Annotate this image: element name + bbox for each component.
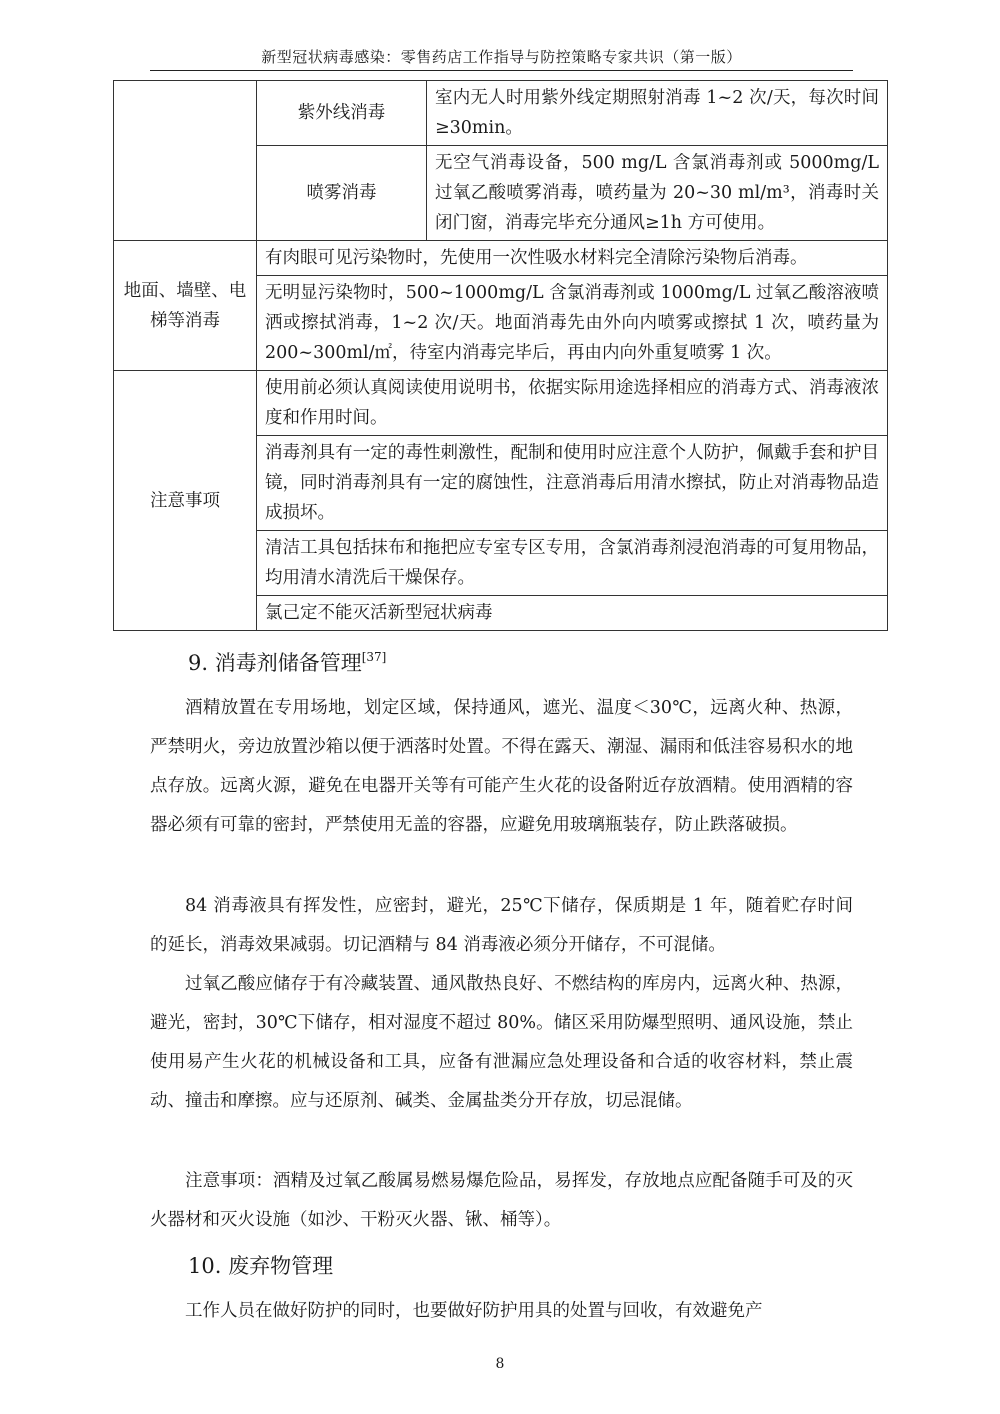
section-9-title: 9. 消毒剂储备管理 <box>188 651 362 675</box>
table-row <box>114 81 888 146</box>
paragraph-84-disinfectant: 84 消毒液具有挥发性，应密封，避光，25℃下储存，保质期是 1 年，随着贮存时间的延长，消毒效果减弱。切记酒精与 84 消毒液必须分开储存，不可混储。 <box>150 896 853 955</box>
page-number: 8 <box>495 1356 505 1372</box>
paragraph-peracetic-acid: 过氧乙酸应储存于有冷藏装置、通风散热良好、不燃结构的库房内，远离火种、热源，避光，密封，30℃下储存，相对湿度不超过 80%。储区采用防爆型照明、通风设施，禁止使用易产生火花的机械设备和工具，应备有泄漏应急处理设备和合适的收容材料，禁止震动、撞击和摩擦。应与还原剂、碱类、金属盐类分开存放，切忌混储。 <box>150 974 853 1111</box>
floor-disinfection-no-contaminant: 无明显污染物时，500~1000mg/L 含氯消毒剂或 1000mg/L 过氧乙酸溶液喷洒或擦拭消毒，1~2 次/天。地面消毒先由外向内喷雾或擦拭 1 次，喷药量为 200~300ml/㎡，待室内消毒完毕后，再由内向外重复喷雾 1 次。 <box>257 276 888 371</box>
method-spray-disinfection: 喷雾消毒 <box>257 146 427 241</box>
section-9-heading <box>188 647 386 677</box>
paragraph-waste-management: 工作人员在做好防护的同时，也要做好防护用具的处置与回收，有效避免产 <box>185 1301 763 1321</box>
uv-disinfection-description: 室内无人时用紫外线定期照射消毒 1~2 次/天，每次时间≥30min。 <box>427 81 888 146</box>
paragraph-storage-precautions: 注意事项：酒精及过氧乙酸属易燃易爆危险品，易挥发，存放地点应配备随手可及的灭火器材和灭火设施（如沙、干粉灭火器、锹、桶等）。 <box>150 1171 853 1230</box>
table-row <box>114 371 888 436</box>
citation-37: [37] <box>361 650 387 664</box>
running-header: 新型冠状病毒感染：零售药店工作指导与防控策略专家共识（第一版） <box>261 48 742 66</box>
table-row <box>114 241 888 276</box>
header-rule <box>150 70 853 71</box>
paragraph-alcohol-storage: 酒精放置在专用场地，划定区域，保持通风，遮光、温度＜30℃，远离火种、热源，严禁明火，旁边放置沙箱以便于洒落时处置。不得在露天、潮湿、漏雨和低洼容易积水的地点存放。远离火源，避免在电器开关等有可能产生火花的设备附近存放酒精。使用酒精的容器必须有可靠的密封，严禁使用无盖的容器，应避免用玻璃瓶装存，防止跌落破损。 <box>150 698 853 835</box>
precaution-personal-protection: 消毒剂具有一定的毒性刺激性，配制和使用时应注意个人防护，佩戴手套和护目镜，同时消毒剂具有一定的腐蚀性，注意消毒后用清水擦拭，防止对消毒物品造成损坏。 <box>257 436 888 531</box>
floor-disinfection-visible-contaminant: 有肉眼可见污染物时，先使用一次性吸水材料完全清除污染物后消毒。 <box>257 241 888 276</box>
table-cell-empty-category <box>114 81 257 241</box>
precaution-cleaning-tools: 清洁工具包括抹布和拖把应专室专区专用，含氯消毒剂浸泡消毒的可复用物品，均用清水清洗后干燥保存。 <box>257 531 888 596</box>
method-uv-disinfection: 紫外线消毒 <box>257 81 427 146</box>
precaution-chlorhexidine: 氯己定不能灭活新型冠状病毒 <box>257 596 888 631</box>
category-precautions: 注意事项 <box>114 371 257 631</box>
category-floor-wall-elevator: 地面、墙壁、电梯等消毒 <box>114 241 257 371</box>
spray-disinfection-description: 无空气消毒设备，500 mg/L 含氯消毒剂或 5000mg/L 过氧乙酸喷雾消毒，喷药量为 20~30 ml/m³，消毒时关闭门窗，消毒完毕充分通风≥1h 方可使用。 <box>427 146 888 241</box>
disinfection-table <box>113 80 888 631</box>
section-10-heading: 10. 废弃物管理 <box>188 1254 334 1278</box>
precaution-read-instructions: 使用前必须认真阅读使用说明书，依据实际用途选择相应的消毒方式、消毒液浓度和作用时间。 <box>257 371 888 436</box>
